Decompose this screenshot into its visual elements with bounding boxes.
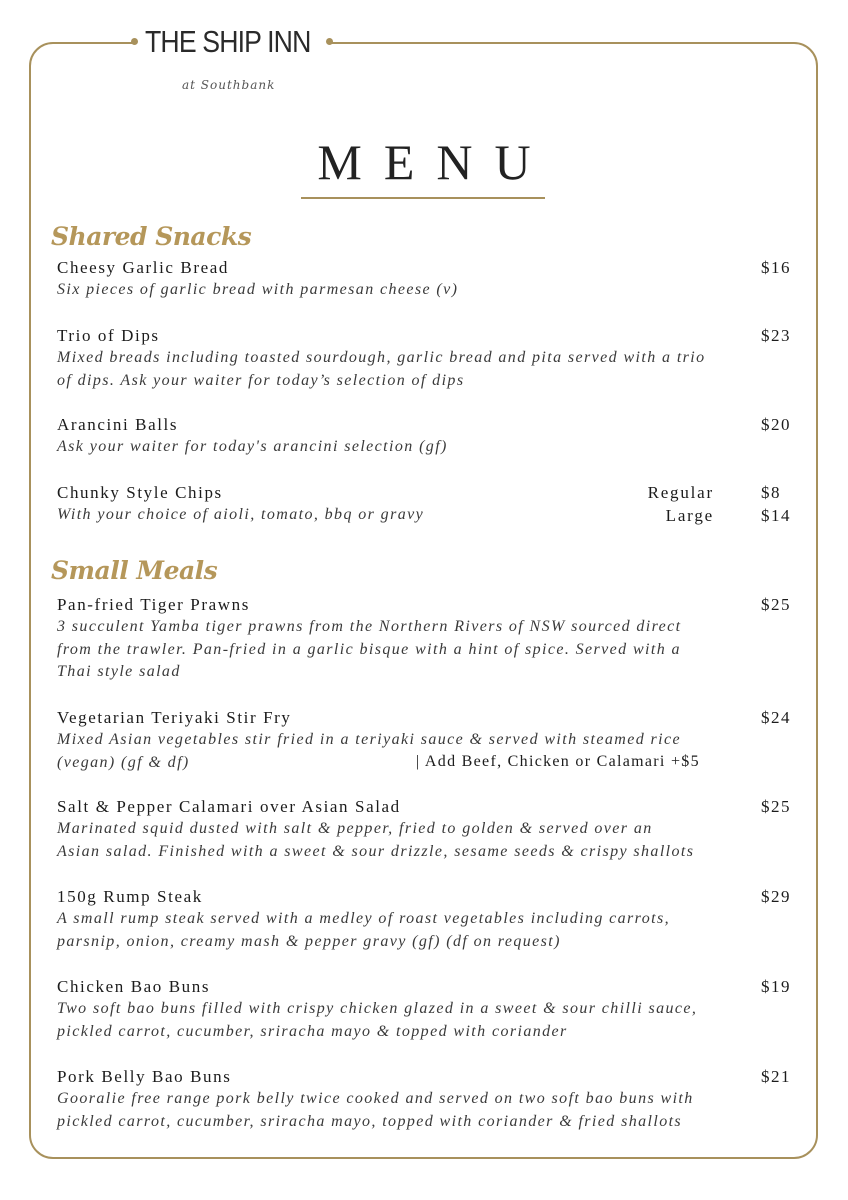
menu-item-teriyaki-stir-fry — [57, 706, 792, 774]
item-price: $19 — [761, 977, 791, 996]
frame-dot-right — [326, 38, 333, 45]
item-description — [57, 998, 762, 1043]
description-line: Thai style salad — [57, 663, 181, 680]
menu-item-arancini-balls — [57, 413, 792, 459]
description-line: Asian salad. Finished with a sweet & sour drizzle, sesame seeds & crispy shallots — [57, 842, 695, 860]
size-label-large: Large — [665, 506, 714, 525]
description-line: Gooralie free range pork belly twice cooked and served on two soft bao buns with — [57, 1090, 694, 1107]
item-description — [57, 436, 762, 459]
menu-item-trio-of-dips — [57, 324, 792, 392]
description-line: Ask your waiter for today's arancini selection (gf) — [57, 438, 448, 455]
item-name: Pan-fried Tiger Prawns — [57, 595, 250, 614]
description-line: Marinated squid dusted with salt & pepper, fried to golden & served over an — [57, 820, 653, 837]
item-description — [57, 279, 762, 302]
item-name: Arancini Balls — [57, 415, 179, 434]
item-description — [57, 818, 762, 863]
item-name: Chunky Style Chips — [57, 483, 223, 502]
description-line: Six pieces of garlic bread with parmesan cheese (v) — [57, 281, 459, 298]
description-line: from the trawler. Pan-fried in a garlic bisque with a hint of spice. Served with a — [57, 640, 681, 658]
menu-item-pork-belly-bao-buns — [57, 1065, 792, 1133]
brand-logo: THE SHIP INN — [145, 24, 311, 59]
item-price: $24 — [761, 708, 791, 727]
size-price-regular: $8 — [761, 483, 781, 502]
description-line: (vegan) (gf & df) — [57, 753, 190, 771]
menu-item-chicken-bao-buns — [57, 975, 792, 1043]
menu-item-chunky-style-chips — [57, 481, 792, 527]
page-title: MENU — [317, 134, 553, 190]
item-price: $16 — [761, 258, 791, 277]
item-name: Cheesy Garlic Bread — [57, 258, 230, 277]
description-line: pickled carrot, cucumber, sriracha mayo & topped with coriander — [57, 1022, 568, 1040]
menu-item-salt-pepper-calamari — [57, 795, 792, 863]
size-label-regular: Regular — [647, 483, 714, 502]
item-price: $29 — [761, 887, 791, 906]
menu-item-cheesy-garlic-bread — [57, 256, 792, 302]
brand-tagline: at Southbank — [182, 78, 276, 92]
item-name: Trio of Dips — [57, 326, 160, 345]
item-name: Pork Belly Bao Buns — [57, 1067, 232, 1086]
item-name: Salt & Pepper Calamari over Asian Salad — [57, 797, 401, 816]
description-line: Mixed breads including toasted sourdough, garlic bread and pita served with a trio — [57, 349, 706, 366]
menu-item-rump-steak — [57, 885, 792, 953]
description-line: Two soft bao buns filled with crispy chicken glazed in a sweet & sour chilli sauce, — [57, 1000, 698, 1017]
item-name: Chicken Bao Buns — [57, 977, 211, 996]
description-line: With your choice of aioli, tomato, bbq or gravy — [57, 506, 425, 523]
section-title-small-meals: Small Meals — [51, 556, 218, 585]
item-description — [57, 1088, 762, 1133]
item-addon: | Add Beef, Chicken or Calamari +$5 — [416, 753, 700, 770]
description-line: 3 succulent Yamba tiger prawns from the Northern Rivers of NSW sourced direct — [57, 618, 682, 635]
title-divider — [301, 197, 545, 199]
size-price-large: $14 — [761, 506, 791, 525]
item-description — [57, 908, 762, 953]
item-price: $23 — [761, 326, 791, 345]
description-line: parsnip, onion, creamy mash & pepper gravy (gf) (df on request) — [57, 932, 561, 950]
description-line: Mixed Asian vegetables stir fried in a teriyaki sauce & served with steamed rice — [57, 731, 682, 748]
frame-dot-left — [131, 38, 138, 45]
menu-item-tiger-prawns — [57, 593, 792, 684]
description-line: of dips. Ask your waiter for today’s selection of dips — [57, 371, 465, 389]
item-name: 150g Rump Steak — [57, 887, 203, 906]
item-price: $25 — [761, 797, 791, 816]
item-description — [57, 347, 762, 392]
description-line: A small rump steak served with a medley of roast vegetables including carrots, — [57, 910, 670, 927]
item-price: $20 — [761, 415, 791, 434]
description-line: pickled carrot, cucumber, sriracha mayo, topped with coriander & fried shallots — [57, 1112, 683, 1130]
item-name: Vegetarian Teriyaki Stir Fry — [57, 708, 292, 727]
item-price: $25 — [761, 595, 791, 614]
item-price: $21 — [761, 1067, 791, 1086]
item-description — [57, 616, 762, 684]
section-title-shared-snacks: Shared Snacks — [51, 222, 252, 251]
